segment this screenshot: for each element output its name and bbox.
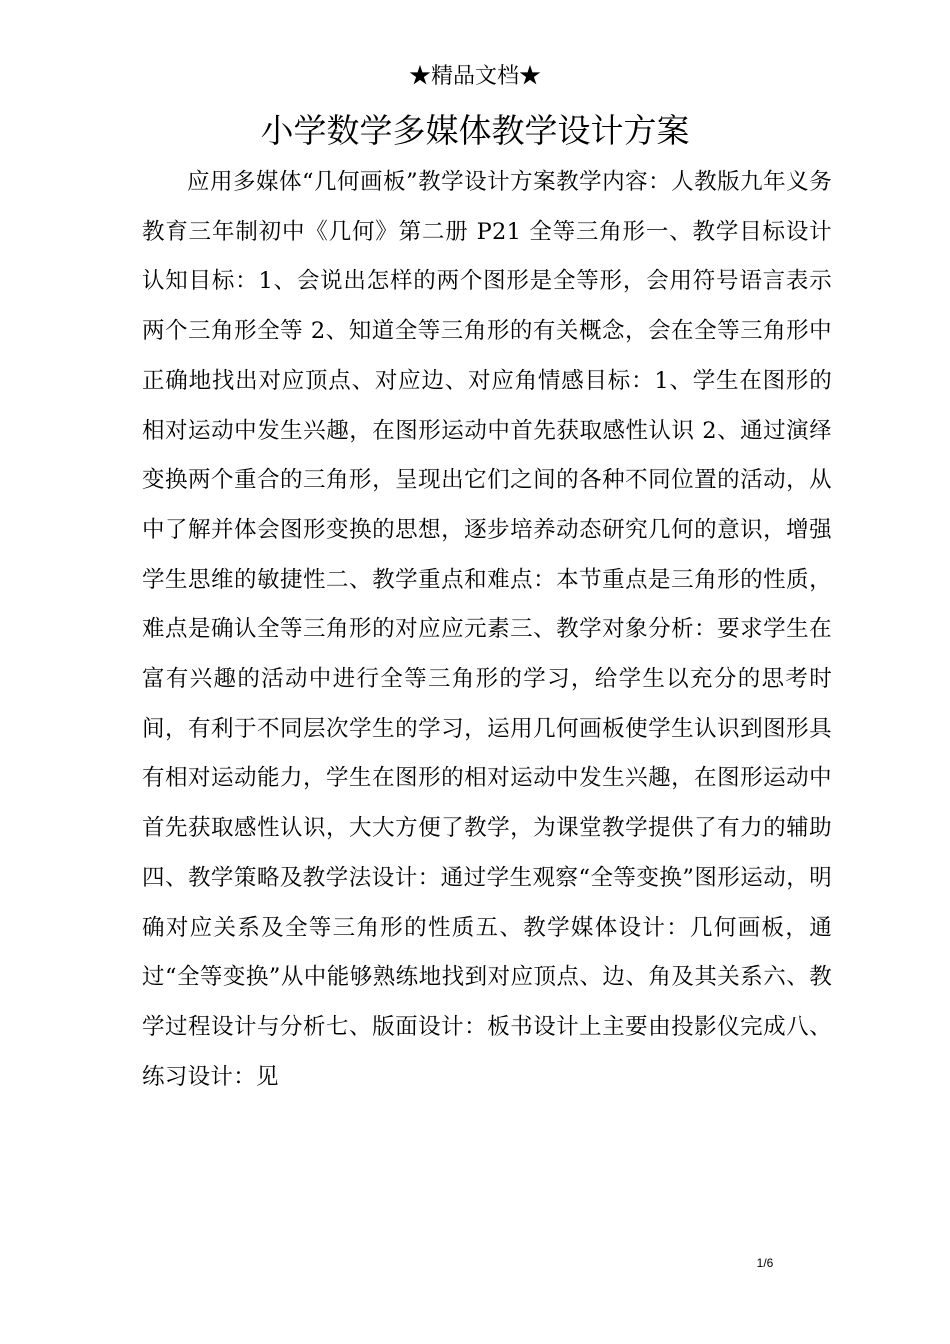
page-number: 1/6 (756, 1256, 774, 1270)
body-paragraph: 应用多媒体“几何画板”教学设计方案教学内容：人教版九年义务教育三年制初中《几何》第二册 P21 全等三角形一、教学目标设计认知目标：1、会说出怎样的两个图形是全等形，会用符号语言表示两个三角形全等 2、知道全等三角形的有关概念，会在全等三角形中正确地找出对应顶点、对应边、对应角情感目标：1、学生在图形的相对运动中发生兴趣，在图形运动中首先获取感性认识 2、通过演绎变换两个重合的三角形，呈现出它们之间的各种不同位置的活动，从中了解并体会图形变换的思想，逐步培养动态研究几何的意识，增强学生思维的敏捷性二、教学重点和难点：本节重点是三角形的性质，难点是确认全等三角形的对应应元素三、教学对象分析：要求学生在富有兴趣的活动中进行全等三角形的学习，给学生以充分的思考时间，有利于不同层次学生的学习，运用几何画板使学生认识到图形具有相对运动能力，学生在图形的相对运动中发生兴趣，在图形运动中首先获取感性认识，大大方便了教学，为课堂教学提供了有力的辅助四、教学策略及教学法设计：通过学生观察“全等变换”图形运动，明确对应关系及全等三角形的性质五、教学媒体设计：几何画板，通过“全等变换”从中能够熟练地找到对应顶点、边、角及其关系六、教学过程设计与分析七、版面设计：板书设计上主要由投影仪完成八、练习设计：见 (142, 169, 832, 1090)
document-title: 小学数学多媒体教学设计方案 (260, 111, 690, 150)
header-mark: ★精品文档★ (408, 64, 541, 89)
